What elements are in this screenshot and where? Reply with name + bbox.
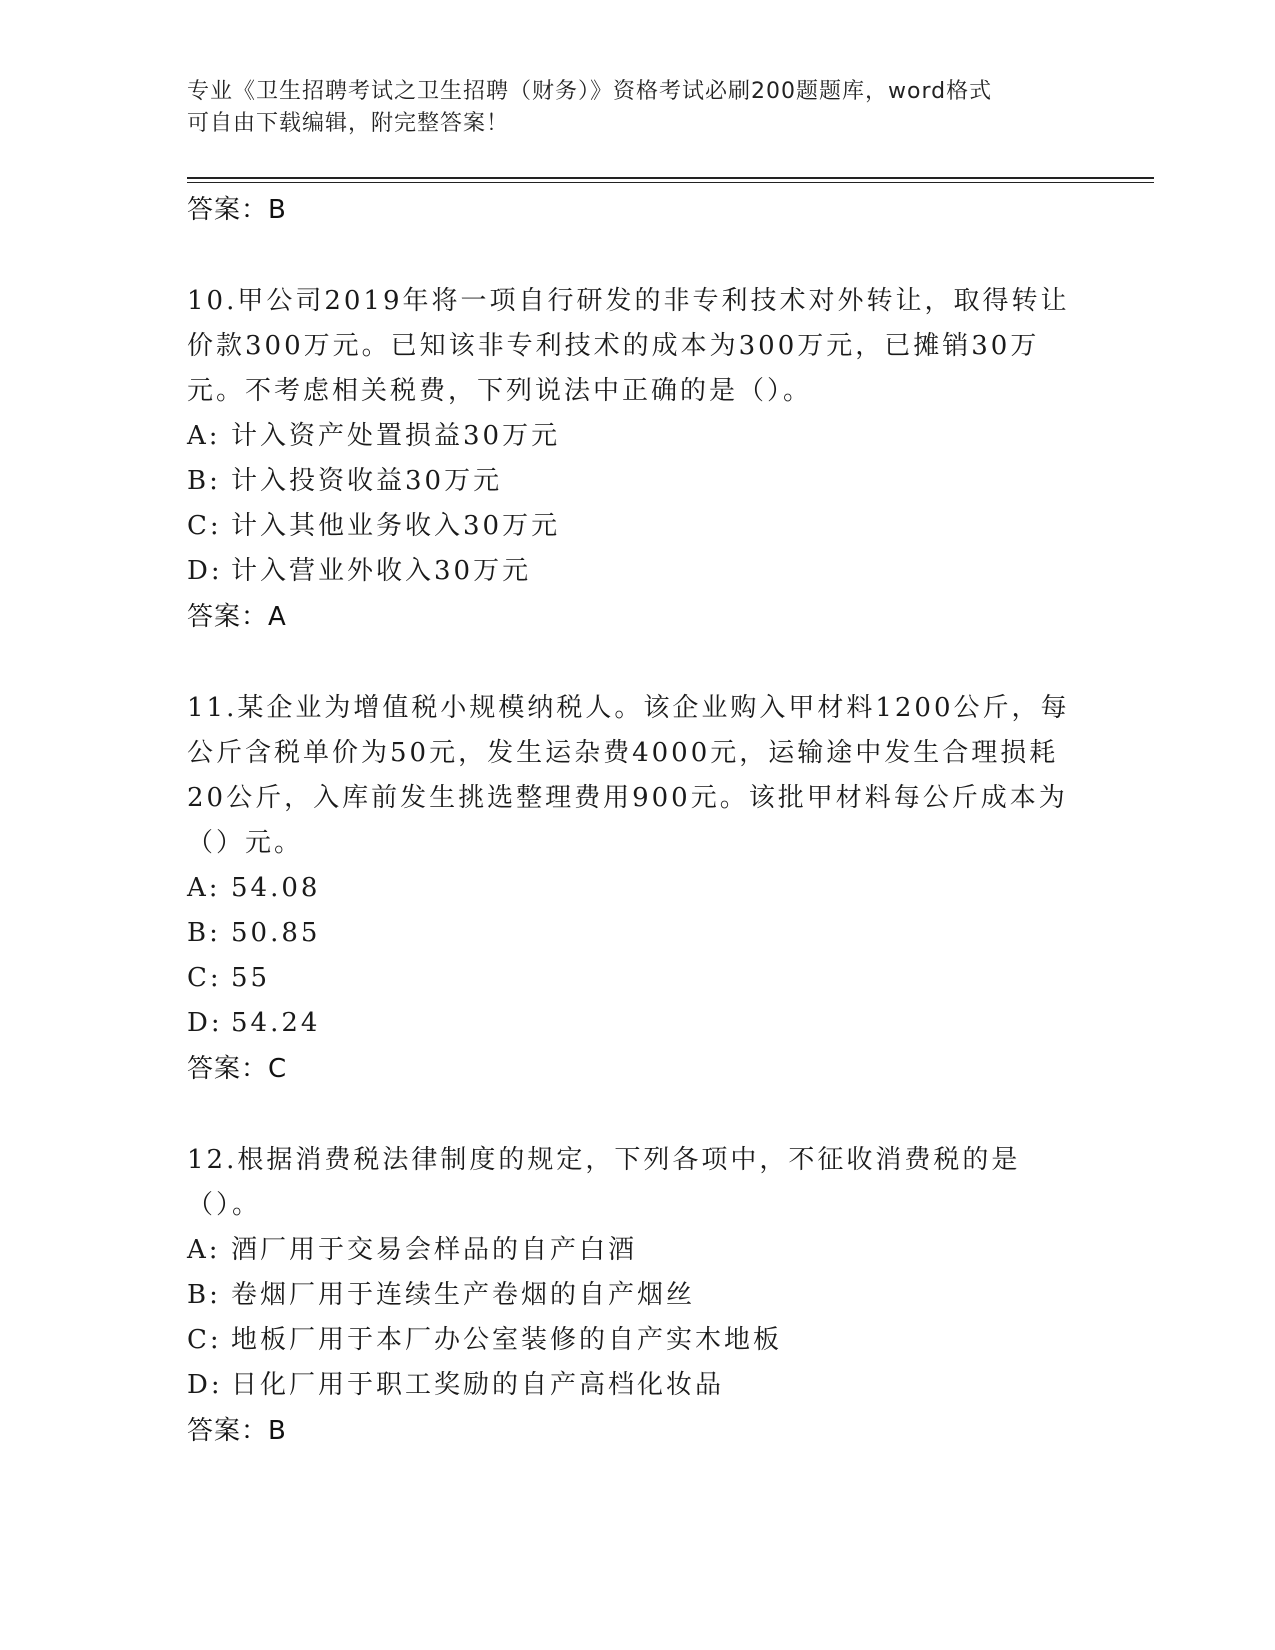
option-text: 计入其他业务收入30万元 [231, 511, 561, 541]
header-line-2: 可自由下载编辑，附完整答案！ [187, 111, 510, 136]
header-rule-thick [187, 177, 1154, 179]
option-a [187, 414, 1087, 459]
option-text: 酒厂用于交易会样品的自产白酒 [231, 1235, 638, 1265]
option-d [187, 1363, 1087, 1408]
option-text: 日化厂用于职工奖励的自产高档化妆品 [231, 1370, 725, 1400]
option-text: 卷烟厂用于连续生产卷烟的自产烟丝 [231, 1280, 696, 1310]
previous-answer: 答案：B [187, 195, 287, 225]
option-letter: C: [187, 963, 222, 993]
option-letter: D: [187, 1370, 223, 1400]
option-text: 地板厂用于本厂办公室装修的自产实木地板 [231, 1325, 783, 1355]
option-letter: D: [187, 556, 223, 586]
answer-line: 答案：C [187, 1054, 288, 1084]
option-b [187, 911, 1087, 956]
option-c [187, 1318, 1087, 1363]
option-d [187, 549, 1087, 594]
option-text: 54.24 [231, 1008, 321, 1038]
option-letter: C: [187, 1325, 222, 1355]
option-text: 54.08 [231, 873, 321, 903]
option-text: 55 [231, 963, 271, 993]
answer-line: 答案：B [187, 1416, 287, 1446]
option-a [187, 1228, 1087, 1273]
option-b [187, 1273, 1087, 1318]
question-11 [187, 686, 1087, 1092]
option-letter: C: [187, 511, 222, 541]
option-b [187, 459, 1087, 504]
header-line-1: 专业《卫生招聘考试之卫生招聘（财务）》资格考试必刷200题题库，word格式 [187, 79, 993, 104]
option-letter: D: [187, 1008, 223, 1038]
option-letter: B: [187, 466, 221, 496]
option-letter: B: [187, 1280, 221, 1310]
question-stem: 12.根据消费税法律制度的规定，下列各项中，不征收消费税的是（）。 [187, 1145, 1021, 1220]
option-letter: A: [187, 1235, 221, 1265]
option-text: 计入营业外收入30万元 [231, 556, 532, 586]
question-stem: 10.甲公司2019年将一项自行研发的非专利技术对外转让，取得转让价款300万元。已知该非专利技术的成本为300万元，已摊销30万元。不考虑相关税费，下列说法中正确的是（）。 [187, 286, 1070, 406]
option-letter: A: [187, 873, 221, 903]
document-header [187, 76, 1067, 140]
header-rule-thin [187, 182, 1154, 183]
option-text: 50.85 [231, 918, 321, 948]
question-list [187, 187, 1087, 1454]
option-letter: A: [187, 421, 221, 451]
question-10 [187, 279, 1087, 640]
answer-line: 答案：A [187, 602, 287, 632]
option-letter: B: [187, 918, 221, 948]
option-d [187, 1001, 1087, 1046]
option-text: 计入投资收益30万元 [231, 466, 503, 496]
option-c [187, 956, 1087, 1001]
option-text: 计入资产处置损益30万元 [231, 421, 561, 451]
option-c [187, 504, 1087, 549]
question-12 [187, 1138, 1087, 1454]
option-a [187, 866, 1087, 911]
question-stem: 11.某企业为增值税小规模纳税人。该企业购入甲材料1200公斤，每公斤含税单价为50元，发生运杂费4000元，运输途中发生合理损耗20公斤，入库前发生挑选整理费用900元。该批甲材料每公斤成本为（）元。 [187, 693, 1070, 858]
